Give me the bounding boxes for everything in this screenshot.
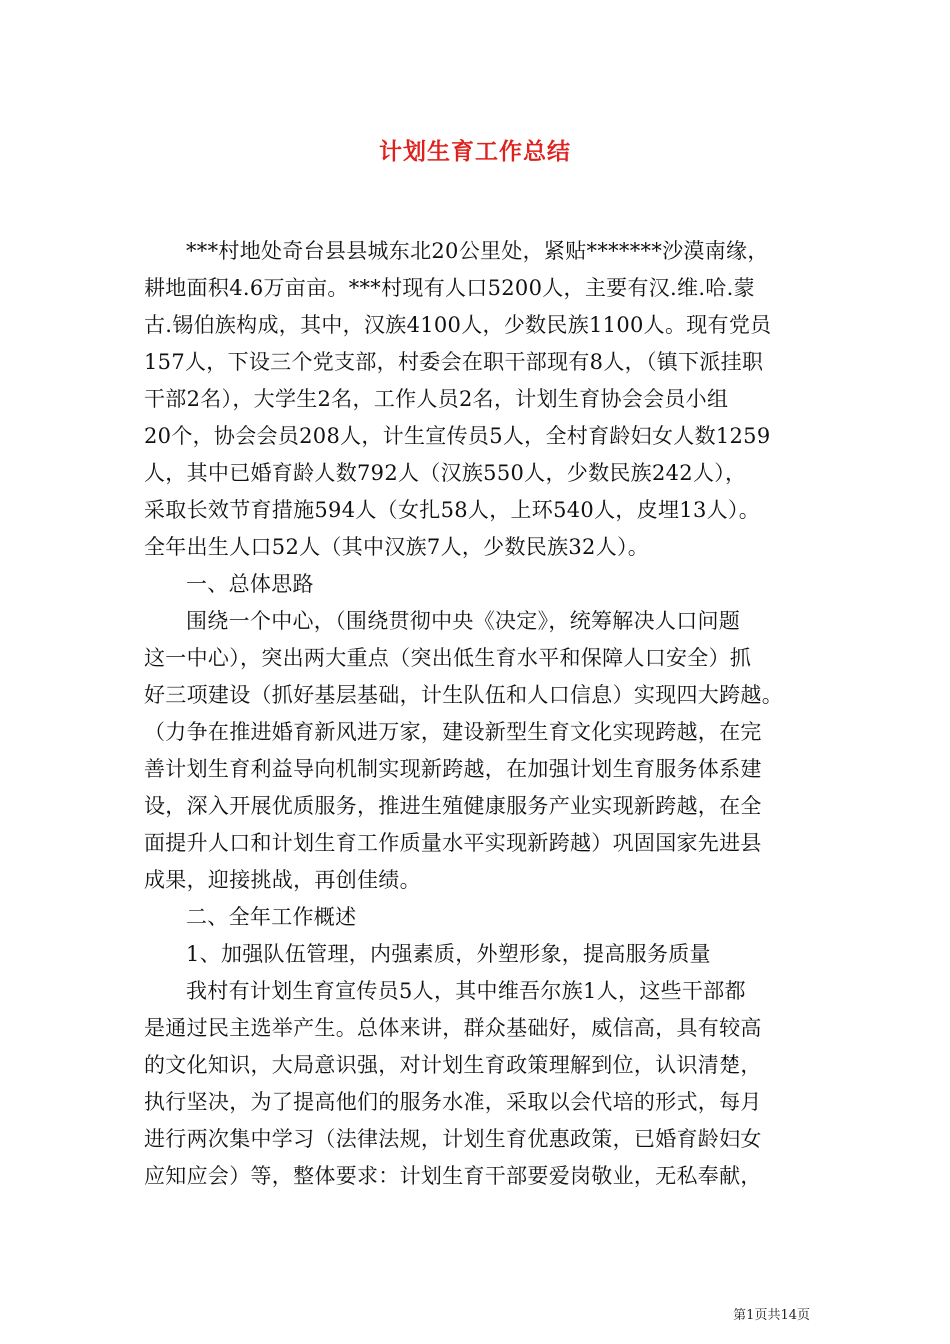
document-title: 计划生育工作总结 <box>379 138 571 165</box>
paragraph-line: （力争在推进婚育新风进万家，建设新型生育文化实现跨越，在完 <box>144 720 762 744</box>
paragraph-line: 成果，迎接挑战，再创佳绩。 <box>144 868 421 892</box>
paragraph-line: 采取长效节育措施594人（女扎58人，上环540人，皮埋13人）。 <box>144 498 761 522</box>
paragraph-line: 耕地面积4.6万亩亩。***村现有人口5200人，主要有汉.维.哈.蒙 <box>144 276 755 300</box>
paragraph-line: 的文化知识，大局意识强，对计划生育政策理解到位，认识清楚， <box>144 1053 762 1077</box>
paragraph-line: 面提升人口和计划生育工作质量水平实现新跨越）巩固国家先进县 <box>144 831 762 855</box>
paragraph-line: 我村有计划生育宣传员5人，其中维吾尔族1人，这些干部都 <box>186 979 746 1003</box>
document-body <box>144 233 824 1195</box>
paragraph-line: 是通过民主选举产生。总体来讲，群众基础好，威信高，具有较高 <box>144 1016 762 1040</box>
subsection-heading: 1、加强队伍管理，内强素质，外塑形象，提高服务质量 <box>186 942 711 966</box>
paragraph-line: 执行坚决，为了提高他们的服务水准，采取以会代培的形式，每月 <box>144 1090 762 1114</box>
page-number: 第1页共14页 <box>733 1308 810 1323</box>
paragraph-line: 这一中心），突出两大重点（突出低生育水平和保障人口安全）抓 <box>144 646 752 670</box>
section-heading: 一、总体思路 <box>186 572 314 596</box>
paragraph-line: ***村地处奇台县县城东北20公里处，紧贴*******沙漠南缘， <box>186 239 769 263</box>
paragraph-line: 全年出生人口52人（其中汉族7人，少数民族32人）。 <box>144 535 650 559</box>
paragraph-line: 20个，协会会员208人，计生宣传员5人，全村育龄妇女人数1259 <box>144 424 771 448</box>
paragraph-line: 应知应会）等，整体要求：计划生育干部要爱岗敬业，无私奉献， <box>144 1164 762 1188</box>
paragraph-line: 设，深入开展优质服务，推进生殖健康服务产业实现新跨越，在全 <box>144 794 762 818</box>
paragraph-line: 进行两次集中学习（法律法规，计划生育优惠政策，已婚育龄妇女 <box>144 1127 762 1151</box>
paragraph-line: 157人，下设三个党支部，村委会在职干部现有8人，（镇下派挂职 <box>144 350 764 374</box>
paragraph-line: 善计划生育利益导向机制实现新跨越，在加强计划生育服务体系建 <box>144 757 762 781</box>
paragraph-line: 干部2名），大学生2名，工作人员2名，计划生育协会会员小组 <box>144 387 729 411</box>
paragraph-line: 古.锡伯族构成，其中，汉族4100人，少数民族1100人。现有党员 <box>144 313 772 337</box>
paragraph-line: 好三项建设（抓好基层基础，计生队伍和人口信息）实现四大跨越。 <box>144 683 783 707</box>
paragraph-line: 围绕一个中心，（围绕贯彻中央《决定》，统筹解决人口问题 <box>186 609 741 633</box>
section-heading: 二、全年工作概述 <box>186 905 357 929</box>
paragraph-line: 人，其中已婚育龄人数792人（汉族550人，少数民族242人）， <box>144 461 747 485</box>
